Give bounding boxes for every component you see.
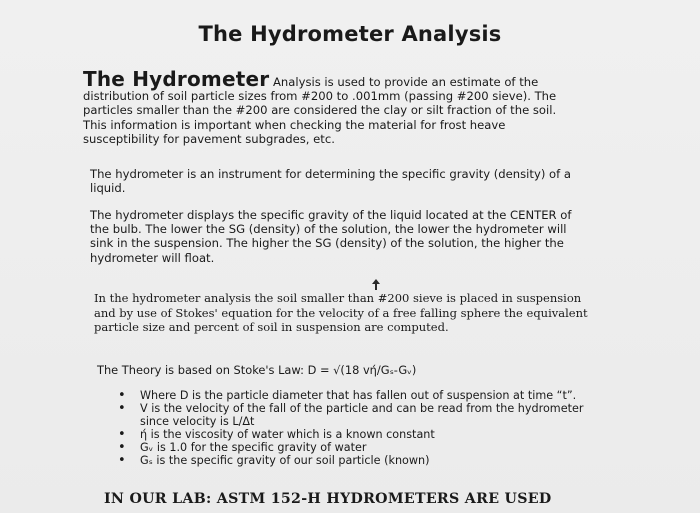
mouse-pointer-icon — [371, 279, 381, 291]
intro-lead: The Hydrometer — [83, 67, 270, 91]
bullet-icon: • — [118, 388, 126, 403]
intro-text: Analysis is used to provide an estimate of the distribution of soil particle sizes from #200 to .001mm (passing #200 sieve). The particles smaller than the #200 are considered the clay or silt fraction of the soil. This information is important when checking the material for frost heave susceptibility for pavement subgrades, etc. — [83, 75, 557, 146]
list-item-text: Gₛ is the specific gravity of our soil particle (known) — [140, 454, 430, 467]
list-item — [118, 441, 588, 454]
list-item-text: ή is the viscosity of water which is a known constant — [140, 428, 435, 441]
hydrometer-reading-paragraph: The hydrometer displays the specific gravity of the liquid located at the CENTER of the bulb. The lower the SG (density) of the solution, the lower the hydrometer will sink in the suspension. The higher the SG (density) of the solution, the higher the hydrometer will float. — [90, 208, 572, 265]
bullet-icon: • — [118, 401, 126, 416]
lab-note: IN OUR LAB: ASTM 152-H HYDROMETERS ARE USED — [104, 491, 552, 507]
list-item — [118, 402, 588, 428]
list-item — [118, 428, 588, 441]
suspension-paragraph: In the hydrometer analysis the soil smaller than #200 sieve is placed in suspension and by use of Stokes' equation for the velocity of a free falling sphere the equivalent particle size and percent of soil in suspension are computed. — [94, 291, 588, 335]
variable-definitions-list — [118, 389, 588, 467]
bullet-icon: • — [118, 440, 126, 455]
list-item-text: Where D is the particle diameter that has fallen out of suspension at time “t”. — [140, 389, 577, 402]
list-item — [118, 389, 588, 402]
list-item-text: V is the velocity of the fall of the particle and can be read from the hydrometer since velocity is L/Δt — [140, 402, 584, 428]
bullet-icon: • — [118, 427, 126, 442]
intro-paragraph — [83, 67, 583, 146]
list-item — [118, 454, 588, 467]
bullet-icon: • — [118, 453, 126, 468]
list-item-text: Gᵥ is 1.0 for the specific gravity of water — [140, 441, 367, 454]
stokes-law-line: The Theory is based on Stoke's Law: D = √(18 vή/Gₛ-Gᵥ) — [97, 363, 417, 377]
page-title: The Hydrometer Analysis — [198, 22, 502, 46]
hydrometer-definition-paragraph: The hydrometer is an instrument for determining the specific gravity (density) of a liquid. — [90, 167, 571, 196]
